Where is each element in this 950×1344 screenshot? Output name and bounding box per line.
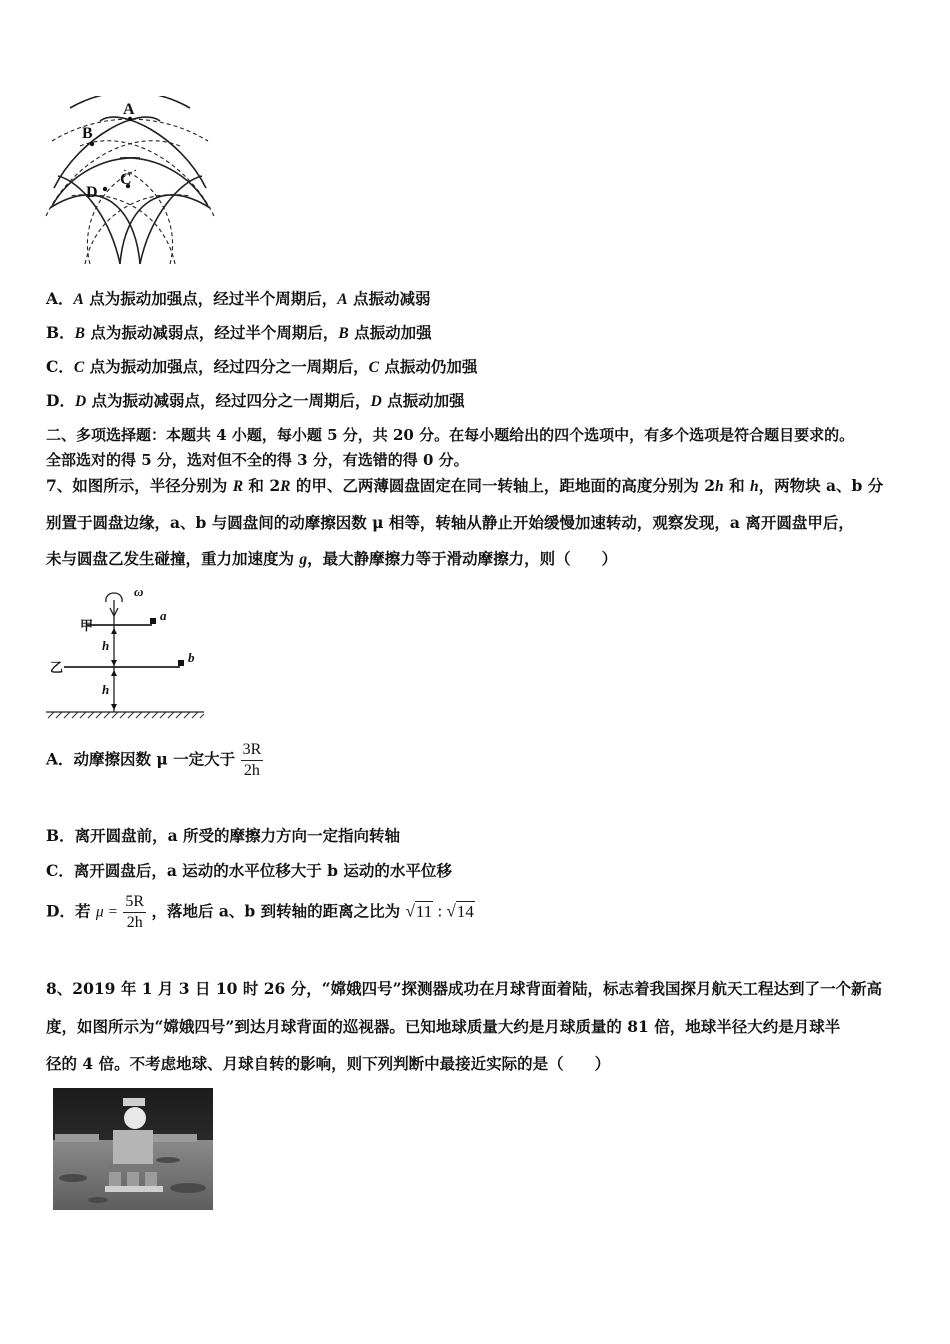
q6-option-a: A．A 点为振动加强点，经过半个周期后，A 点振动减弱 <box>46 289 431 308</box>
q8-stem-line1: 8、2019 年 1 月 3 日 10 时 26 分，“嫦娥四号”探测器成功在月球背面着陆，标志着我国探月航天工程达到了一个新高 <box>46 979 883 998</box>
sqrt-11: √11 <box>405 901 433 921</box>
h-top-label: h <box>102 638 110 653</box>
rover-mast <box>123 1098 145 1106</box>
solar-panel-left <box>55 1134 99 1142</box>
h-bottom-label: h <box>102 682 110 697</box>
q7-stem-line1: 7、如图所示，半径分别为 R 和 2R 的甲、乙两薄圆盘固定在同一转轴上，距地面的高度分别为 2h 和 h，两物块 a、b 分 <box>46 476 884 495</box>
block-b <box>178 660 184 666</box>
rotating-disks-figure <box>44 582 214 722</box>
point-d <box>103 187 107 191</box>
yi-label: 乙 <box>50 661 64 676</box>
wavefront-solid <box>54 117 160 188</box>
q6-option-c: C．C 点为振动加强点，经过四分之一周期后，C 点振动仍加强 <box>46 357 478 376</box>
q6-option-d: D．D 点为振动减弱点，经过四分之一周期后，D 点振动加强 <box>46 391 465 410</box>
wavefront-dashed <box>85 195 190 264</box>
point-b <box>90 142 94 146</box>
section2-line2: 全部选对的得 5 分，选对但不全的得 3 分，有选错的得 0 分。 <box>46 451 469 469</box>
jia-label: 甲 <box>80 619 94 634</box>
q7-option-c: C．离开圆盘后，a 运动的水平位移大于 b 运动的水平位移 <box>46 861 452 880</box>
block-a <box>150 618 156 624</box>
section2-line1: 二、多项选择题：本题共 4 小题，每小题 5 分，共 20 分。在每小题给出的四个选项中，有多个选项是符合题目要求的。 <box>46 426 855 444</box>
q8-stem-line2: 度，如图所示为“嫦娥四号”到达月球背面的巡视器。已知地球质量大约是月球质量的 81 倍，地球半径大约是月球半 <box>46 1017 841 1036</box>
label-d: D <box>86 184 98 201</box>
q7-stem-line2: 别置于圆盘边缘，a、b 与圆盘间的动摩擦因数 μ 相等，转轴从静止开始缓慢加速转动，观察发现，a 离开圆盘甲后， <box>46 513 854 532</box>
rover-body <box>113 1130 153 1164</box>
rover-antenna-dish <box>124 1107 146 1129</box>
wavefront-solid <box>120 158 208 206</box>
a-label: a <box>160 608 167 623</box>
label-a: A <box>123 101 135 118</box>
lunar-rover-photo <box>53 1088 213 1210</box>
q6-option-b: B．B 点为振动减弱点，经过半个周期后，B 点振动加强 <box>46 323 432 342</box>
sqrt-14: √14 <box>446 901 474 921</box>
wavefront-dashed <box>70 195 175 264</box>
wavefront-solid <box>100 117 206 188</box>
label-b: B <box>82 125 93 142</box>
q7-stem-line3: 未与圆盘乙发生碰撞，重力加速度为 g，最大静摩擦力等于滑动摩擦力，则（ ） <box>46 549 618 568</box>
q7-option-b: B．离开圆盘前，a 所受的摩擦力方向一定指向转轴 <box>46 826 401 845</box>
wavefront-dashed <box>52 119 208 141</box>
b-label: b <box>188 650 195 665</box>
omega-label: ω <box>134 584 144 599</box>
fraction-5r-2h: $\frac{5R}{2h}$ <box>125 893 145 931</box>
label-c: C <box>120 171 132 188</box>
wave-interference-figure <box>40 96 220 271</box>
solar-panel-right <box>153 1134 197 1142</box>
wavefront-solid <box>140 176 202 264</box>
q7-option-d: D．若 μ = $\frac{5R}{2h}$ ，落地后 a、b 到转轴的距离之比为 √11 : √14 <box>46 893 474 931</box>
fraction-3r-2h: $\frac{3R}{2h}$ <box>242 741 262 779</box>
q8-stem-line3: 径的 4 倍。不考虑地球、月球自转的影响，则下列判断中最接近实际的是（ ） <box>46 1054 611 1073</box>
q7-option-a: A．动摩擦因数 μ 一定大于 $\frac{3R}{2h}$ <box>46 741 262 779</box>
